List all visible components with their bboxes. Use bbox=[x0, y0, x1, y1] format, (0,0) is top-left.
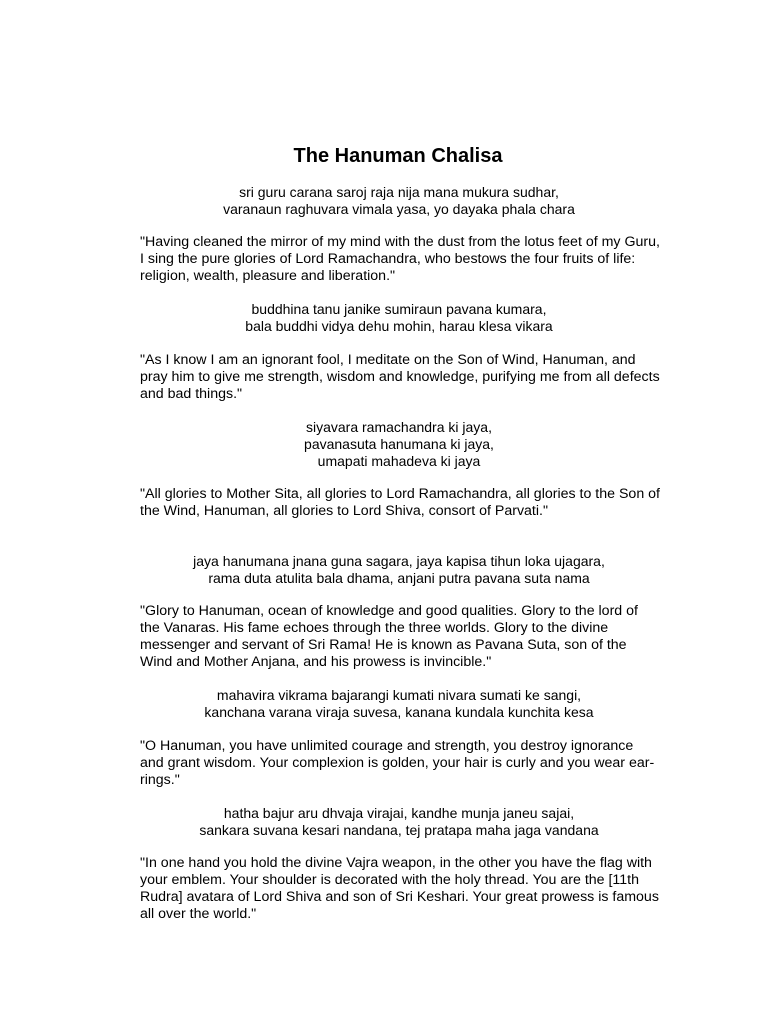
verse-4-translation: "Glory to Hanuman, ocean of knowledge and good qualities. Glory to the lord of the Vanaras. His fame echoes through the three worlds. Glory to the divine messenger and servant of Sri Rama! He is known as Pavana Suta, son of the Wind and Mother Anjana, and his prowess is invincible." bbox=[140, 603, 638, 670]
verse-line: pavanasuta hanumana ki jaya, bbox=[304, 436, 494, 452]
document-title: The Hanuman Chalisa bbox=[293, 145, 503, 167]
verse-line: varanaun raghuvara vimala yasa, yo dayaka phala chara bbox=[223, 201, 575, 217]
verse-1-translation: "Having cleaned the mirror of my mind with the dust from the lotus feet of my Guru, I sing the pure glories of Lord Ramachandra, who bestows the four fruits of life: religion, wealth, pleasure and liberation." bbox=[140, 234, 660, 284]
verse-line: jaya hanumana jnana guna sagara, jaya kapisa tihun loka ujagara, bbox=[193, 553, 605, 569]
verse-line: mahavira vikrama bajarangi kumati nivara sumati ke sangi, bbox=[216, 687, 582, 703]
verse-2-translation: "As I know I am an ignorant fool, I meditate on the Son of Wind, Hanuman, and pray him to give me strength, wisdom and knowledge, purifying me from all defects and bad things." bbox=[140, 352, 660, 402]
verse-line: siyavara ramachandra ki jaya, bbox=[306, 419, 492, 435]
verse-line: bala buddhi vidya dehu mohin, harau klesa vikara bbox=[245, 318, 553, 334]
verse-line: kanchana varana viraja suvesa, kanana kundala kunchita kesa bbox=[204, 704, 594, 720]
verse-6-translation: "In one hand you hold the divine Vajra weapon, in the other you have the flag with your emblem. Your shoulder is decorated with the holy thread. You are the [11th Rudra] avatara of Lord Shiva and son of Sri Keshari. Your great prowess is famous all over the world." bbox=[140, 855, 659, 922]
verse-2-sanskrit bbox=[100, 301, 698, 335]
verse-line: rama duta atulita bala dhama, anjani putra pavana suta nama bbox=[208, 570, 590, 586]
verse-line: hatha bajur aru dhvaja virajai, kandhe munja janeu sajai, bbox=[223, 805, 575, 821]
verse-3-sanskrit bbox=[100, 419, 698, 470]
verse-line: umapati mahadeva ki jaya bbox=[317, 453, 481, 469]
verse-1-sanskrit bbox=[100, 184, 698, 218]
verse-6-sanskrit bbox=[100, 805, 698, 839]
verse-line: buddhina tanu janike sumiraun pavana kumara, bbox=[251, 301, 547, 317]
verse-5-sanskrit bbox=[100, 687, 698, 721]
verse-line: sri guru carana saroj raja nija mana mukura sudhar, bbox=[239, 184, 559, 200]
verse-4-sanskrit bbox=[100, 553, 698, 587]
verse-5-translation: "O Hanuman, you have unlimited courage and strength, you destroy ignorance and grant wisdom. Your complexion is golden, your hair is curly and you wear ear-rings." bbox=[140, 738, 655, 788]
verse-3-translation: "All glories to Mother Sita, all glories to Lord Ramachandra, all glories to the Son of the Wind, Hanuman, all glories to Lord Shiva, consort of Parvati." bbox=[140, 486, 660, 519]
verse-line: sankara suvana kesari nandana, tej pratapa maha jaga vandana bbox=[199, 822, 599, 838]
